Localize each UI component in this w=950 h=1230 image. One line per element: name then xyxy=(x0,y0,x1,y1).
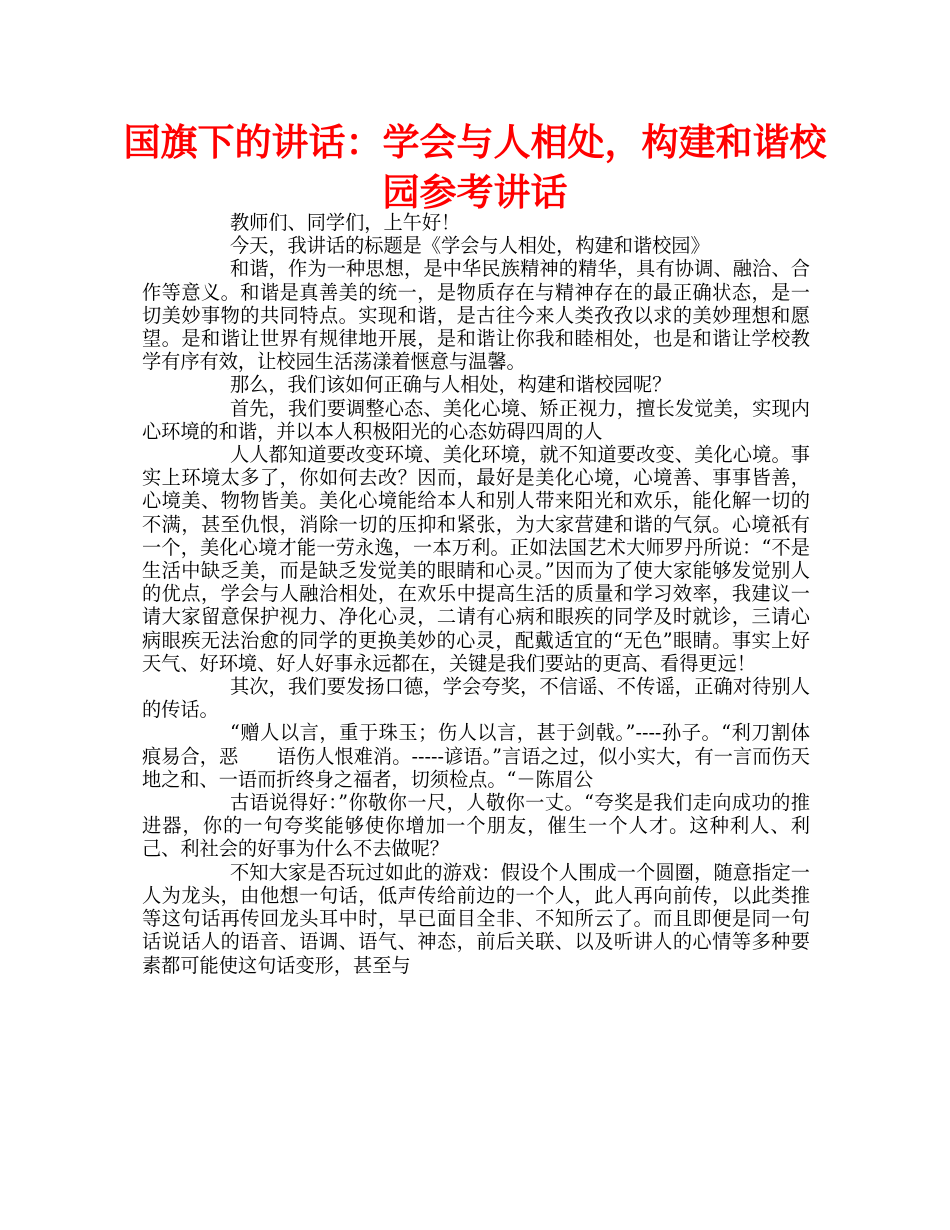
first-point-paragraph: 首先，我们要调整心态、美化心境、矫正视力，擅长发觉美，实现内心环境的和谐，并以本人积极阳光的心态妨碍四周的人 xyxy=(142,396,810,443)
greeting-paragraph: 教师们、同学们，上午好！ xyxy=(230,211,461,234)
question-paragraph: 那么，我们该如何正确与人相处，构建和谐校园呢？ xyxy=(230,373,672,397)
proverb-paragraph: 古语说得好：”你敬你一尺，人敬你一丈。“夸奖是我们走向成功的推进器，你的一句夸奖能够使你增加一个朋友，催生一个人才。这种利人、利己、利社会的好事为什么不去做呢？ xyxy=(142,791,810,861)
document-body xyxy=(142,211,810,977)
game-paragraph: 不知大家是否玩过如此的游戏：假设个人围成一个圆圈，随意指定一人为龙头，由他想一句话，低声传给前边的一个人，此人再向前传，以此类推等这句话再传回龙头耳中时，早已面目全非、不知所云了。而且即便是同一句话说话人的语音、语调、语气、神态，前后关联、以及听讲人的心情等多种要素都可能使这句话变形，甚至与 xyxy=(142,860,810,977)
quotes-paragraph: “赠人以言，重于珠玉；伤人以言，甚于剑戟。”----孙子。“利刀割体痕易合，恶 语伤人恨难消。-----谚语。”言语之过，似小实大，有一言而伤天地之和、一语而折终身之福者，切须检点。“－陈眉公 xyxy=(142,721,810,791)
mindset-paragraph: 人人都知道要改变环境、美化环境，就不知道要改变、美化心境。事实上环境太多了，你如何去改？因而，最好是美化心境，心境善、事事皆善，心境美、物物皆美。美化心境能给本人和别人带来阳光和欢乐，能化解一切的不满，甚至仇恨，消除一切的压抑和紧张，为大家营建和谐的气氛。心境祇有一个，美化心境才能一劳永逸，一本万利。正如法国艺术大师罗丹所说：“不是生活中缺乏美，而是缺乏发觉美的眼睛和心灵。”因而为了使大家能够发觉别人的优点，学会与人融洽相处，在欢乐中提高生活的质量和学习效率，我建议一请大家留意保护视力、净化心灵，二请有心病和眼疾的同学及时就诊，三请心病眼疾无法治愈的同学的更换美妙的心灵，配戴适宜的“无色”眼睛。事实上好天气、好环境、好人好事永远都在，关键是我们要站的更高、看得更远！ xyxy=(142,443,810,675)
harmony-paragraph: 和谐，作为一种思想，是中华民族精神的精华，具有协调、融洽、合作等意义。和谐是真善美的统一，是物质存在与精神存在的最正确状态，是一切美妙事物的共同特点。实现和谐，是古往今来人类孜孜以求的美妙理想和愿望。是和谐让世界有规律地开展，是和谐让你我和睦相处，也是和谐让学校教学有序有效，让校园生活荡漾着惬意与温馨。 xyxy=(142,257,810,374)
second-point-paragraph: 其次，我们要发扬口德，学会夸奖，不信谣、不传谣，正确对待别人的传话。 xyxy=(142,675,810,722)
topic-paragraph: 今天，我讲话的标题是《学会与人相处，构建和谐校园》 xyxy=(230,234,710,258)
document-title: 国旗下的讲话：学会与人相处，构建和谐校园参考讲话 xyxy=(123,121,827,214)
